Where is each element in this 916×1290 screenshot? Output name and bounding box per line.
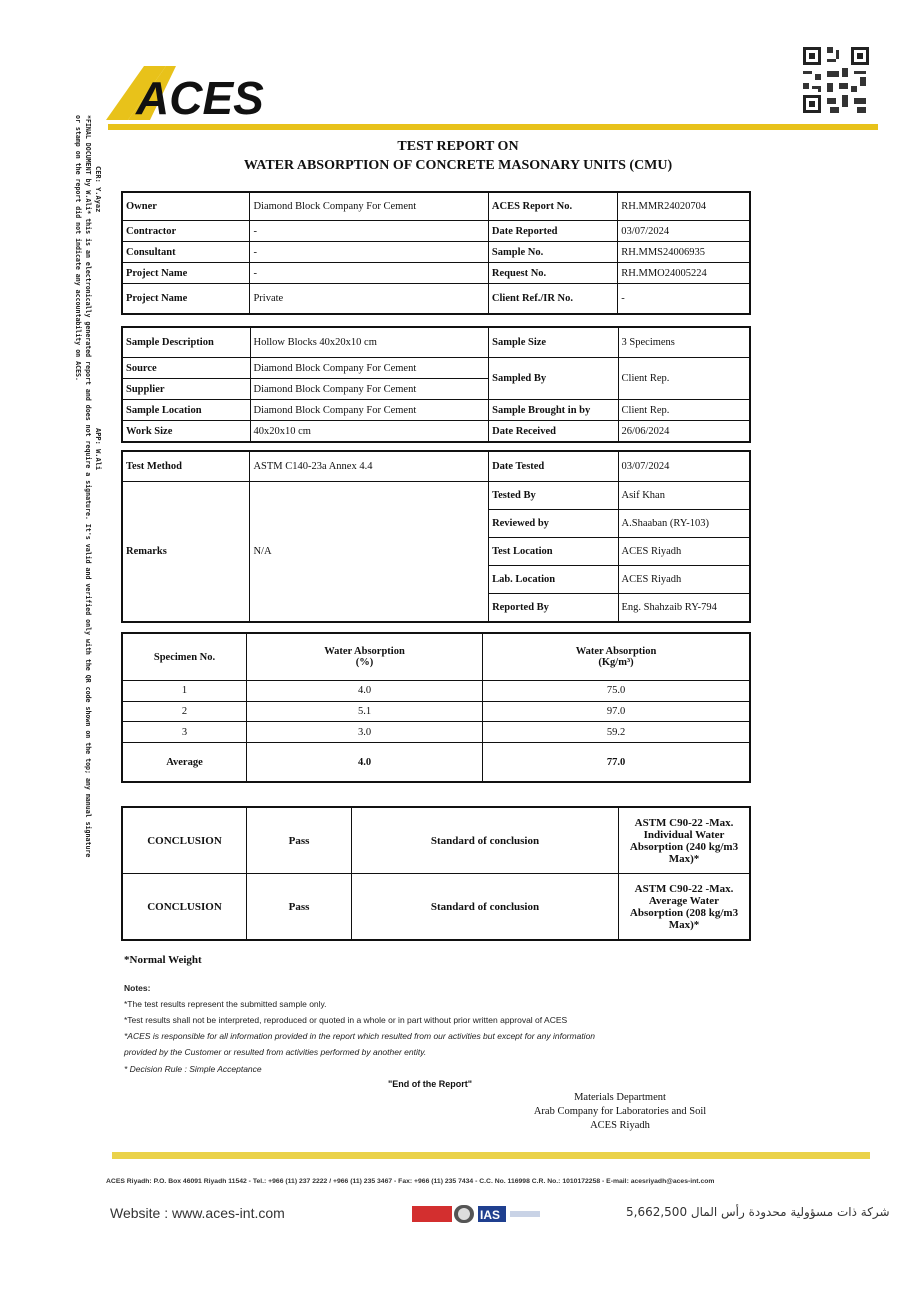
date-received-label: Date Received bbox=[489, 421, 618, 443]
specimen-no: 1 bbox=[122, 681, 247, 702]
footer-website: Website : www.aces-int.com bbox=[110, 1205, 285, 1221]
contractor-label: Contractor bbox=[122, 221, 250, 242]
header-specimen-no: Specimen No. bbox=[122, 633, 247, 681]
work-size-value: 40x20x10 cm bbox=[250, 421, 489, 443]
header-wa-kg-title: Water Absorption bbox=[575, 646, 657, 657]
supplier-value: Diamond Block Company For Cement bbox=[250, 379, 489, 400]
project-info-table bbox=[121, 191, 751, 315]
branch-name: ACES Riyadh bbox=[590, 1120, 650, 1131]
table-row bbox=[122, 451, 750, 482]
sample-size-value: 3 Specimens bbox=[618, 327, 750, 358]
logo-text: ACES bbox=[136, 72, 264, 124]
request-no-label: Request No. bbox=[488, 263, 617, 284]
supplier-label: Supplier bbox=[122, 379, 250, 400]
table-row-average bbox=[122, 743, 750, 783]
reported-by-value: Eng. Shahzaib RY-794 bbox=[618, 594, 750, 623]
table-row bbox=[122, 482, 750, 510]
standard-label: Standard of conclusion bbox=[352, 874, 619, 941]
sample-no-value: RH.MMS24006935 bbox=[618, 242, 750, 263]
footer-address: ACES Riyadh: P.O. Box 46091 Riyadh 11542 - Tel.: +966 (11) 237 2222 / +966 (11) 235 3467 - Fax: +966 (11) 235 7434 - C.C. No. 116998 C.R. No.: 1010172258 - E-mail: acesriyadh@aces-int.com bbox=[106, 1178, 715, 1185]
qr-code-icon bbox=[800, 44, 872, 116]
table-row bbox=[122, 284, 750, 315]
reviewed-by-label: Reviewed by bbox=[489, 510, 618, 538]
accreditation-badges-icon bbox=[412, 1203, 548, 1225]
specimen-no: 3 bbox=[122, 722, 247, 743]
sample-no-label: Sample No. bbox=[488, 242, 617, 263]
reported-by-label: Reported By bbox=[489, 594, 618, 623]
conclusion-table bbox=[121, 806, 751, 941]
table-row bbox=[122, 874, 750, 941]
table-row bbox=[122, 192, 750, 221]
conclusion-label: CONCLUSION bbox=[122, 874, 247, 941]
header-wa-kg-unit: (Kg/m³) bbox=[598, 657, 634, 668]
test-location-label: Test Location bbox=[489, 538, 618, 566]
note-4: provided by the Customer or resulted from activities performed by another entity. bbox=[124, 1047, 427, 1057]
reviewed-by-value: A.Shaaban (RY-103) bbox=[618, 510, 750, 538]
conclusion-label: CONCLUSION bbox=[122, 807, 247, 874]
date-reported-label: Date Reported bbox=[488, 221, 617, 242]
report-subtitle: WATER ABSORPTION OF CONCRETE MASONARY UNITS (CMU) bbox=[243, 158, 673, 173]
header-water-absorption-kg bbox=[483, 633, 751, 681]
sample-location-value: Diamond Block Company For Cement bbox=[250, 400, 489, 421]
tested-by-label: Tested By bbox=[489, 482, 618, 510]
average-wa-percent: 4.0 bbox=[247, 743, 483, 783]
table-row bbox=[122, 263, 750, 284]
consultant-value: - bbox=[250, 242, 488, 263]
table-row bbox=[122, 327, 750, 358]
table-row bbox=[122, 681, 750, 702]
table-row bbox=[122, 722, 750, 743]
table-row bbox=[122, 421, 750, 443]
note-5: * Decision Rule : Simple Acceptance bbox=[124, 1064, 262, 1074]
note-3: *ACES is responsible for all information provided in the report which resulted from our activities but except for any information bbox=[124, 1031, 596, 1041]
date-received-value: 26/06/2024 bbox=[618, 421, 750, 443]
owner-value: Diamond Block Company For Cement bbox=[250, 192, 488, 221]
department-name: Materials Department bbox=[574, 1092, 666, 1103]
test-method-value: ASTM C140-23a Annex 4.4 bbox=[250, 451, 489, 482]
sample-location-label: Sample Location bbox=[122, 400, 250, 421]
owner-label: Owner bbox=[122, 192, 250, 221]
ias-badge-text: IAS bbox=[480, 1208, 501, 1222]
side-app: APP: W.Ali bbox=[94, 428, 102, 471]
project-name-label: Project Name bbox=[122, 263, 250, 284]
footer-rule bbox=[112, 1152, 870, 1159]
lab-location-value: ACES Riyadh bbox=[618, 566, 750, 594]
report-title: TEST REPORT ON bbox=[397, 139, 519, 154]
company-name: Arab Company for Laboratories and Soil bbox=[533, 1106, 707, 1117]
lab-location-label: Lab. Location bbox=[489, 566, 618, 594]
wa-percent: 5.1 bbox=[247, 701, 483, 722]
table-row bbox=[122, 221, 750, 242]
conclusion-result: Pass bbox=[247, 807, 352, 874]
work-size-label: Work Size bbox=[122, 421, 250, 443]
header-rule bbox=[108, 124, 878, 130]
remarks-label: Remarks bbox=[122, 482, 250, 623]
sample-brought-label: Sample Brought in by bbox=[489, 400, 618, 421]
normal-weight-note: *Normal Weight bbox=[124, 954, 202, 966]
header-wa-unit: (%) bbox=[355, 657, 374, 668]
date-reported-value: 03/07/2024 bbox=[618, 221, 750, 242]
average-label: Average bbox=[122, 743, 247, 783]
notes-heading: Notes: bbox=[124, 983, 151, 993]
side-disclaimer: *FINAL DOCUMENT by W.Ali* this is an electronically generated report and does not require a signature. It's valid and verified only with the QR code shown on the top; any manual signature bbox=[84, 115, 92, 858]
note-2: *Test results shall not be interpreted, reproduced or quoted in a whole or in part without prior written approval of ACES bbox=[124, 1015, 568, 1025]
note-1: *The test results represent the submitted sample only. bbox=[124, 999, 327, 1009]
source-value: Diamond Block Company For Cement bbox=[250, 358, 489, 379]
test-method-label: Test Method bbox=[122, 451, 250, 482]
end-of-report: "End of the Report" bbox=[388, 1079, 473, 1089]
table-row bbox=[122, 242, 750, 263]
standard-label: Standard of conclusion bbox=[352, 807, 619, 874]
sample-description-label: Sample Description bbox=[122, 327, 250, 358]
report-no-value: RH.MMR24020704 bbox=[618, 192, 750, 221]
header-water-absorption-pct bbox=[247, 633, 483, 681]
sample-description-value: Hollow Blocks 40x20x10 cm bbox=[250, 327, 489, 358]
footer-arabic: شركة ذات مسؤولية محدودة رأس المال 5,662,500 bbox=[626, 1205, 890, 1219]
aces-logo bbox=[106, 62, 276, 124]
date-tested-value: 03/07/2024 bbox=[618, 451, 750, 482]
table-header-row bbox=[122, 633, 750, 681]
side-cer: CER: Y.Ayaz bbox=[94, 166, 102, 213]
test-location-value: ACES Riyadh bbox=[618, 538, 750, 566]
remarks-value: N/A bbox=[250, 482, 489, 623]
request-no-value: RH.MMO24005224 bbox=[618, 263, 750, 284]
header-wa-title: Water Absorption bbox=[324, 646, 405, 657]
sample-brought-value: Client Rep. bbox=[618, 400, 750, 421]
consultant-label: Consultant bbox=[122, 242, 250, 263]
results-table bbox=[121, 632, 751, 783]
tested-by-value: Asif Khan bbox=[618, 482, 750, 510]
table-row bbox=[122, 807, 750, 874]
standard-value: ASTM C90-22 -Max. Average Water Absorption (208 kg/m3 Max)* bbox=[619, 874, 751, 941]
project-name-value: Private bbox=[250, 284, 488, 315]
project-name-label: Project Name bbox=[122, 284, 250, 315]
conclusion-result: Pass bbox=[247, 874, 352, 941]
report-no-label: ACES Report No. bbox=[488, 192, 617, 221]
table-row bbox=[122, 358, 750, 379]
specimen-no: 2 bbox=[122, 701, 247, 722]
client-ref-value: - bbox=[618, 284, 750, 315]
client-ref-label: Client Ref./IR No. bbox=[488, 284, 617, 315]
table-row bbox=[122, 400, 750, 421]
sampled-by-label: Sampled By bbox=[489, 358, 618, 400]
average-wa-kgm3: 77.0 bbox=[483, 743, 751, 783]
sampled-by-value: Client Rep. bbox=[618, 358, 750, 400]
project-name-value: - bbox=[250, 263, 488, 284]
table-row bbox=[122, 701, 750, 722]
sample-size-label: Sample Size bbox=[489, 327, 618, 358]
source-label: Source bbox=[122, 358, 250, 379]
wa-kgm3: 59.2 bbox=[483, 722, 751, 743]
contractor-value: - bbox=[250, 221, 488, 242]
wa-kgm3: 75.0 bbox=[483, 681, 751, 702]
wa-percent: 3.0 bbox=[247, 722, 483, 743]
date-tested-label: Date Tested bbox=[489, 451, 618, 482]
test-info-table bbox=[121, 450, 751, 623]
wa-kgm3: 97.0 bbox=[483, 701, 751, 722]
sample-info-table bbox=[121, 326, 751, 443]
wa-percent: 4.0 bbox=[247, 681, 483, 702]
side-disclaimer-2: or stamp on the report did not indicate any accountability on ACES. bbox=[74, 115, 82, 381]
standard-value: ASTM C90-22 -Max. Individual Water Absorption (240 kg/m3 Max)* bbox=[619, 807, 751, 874]
